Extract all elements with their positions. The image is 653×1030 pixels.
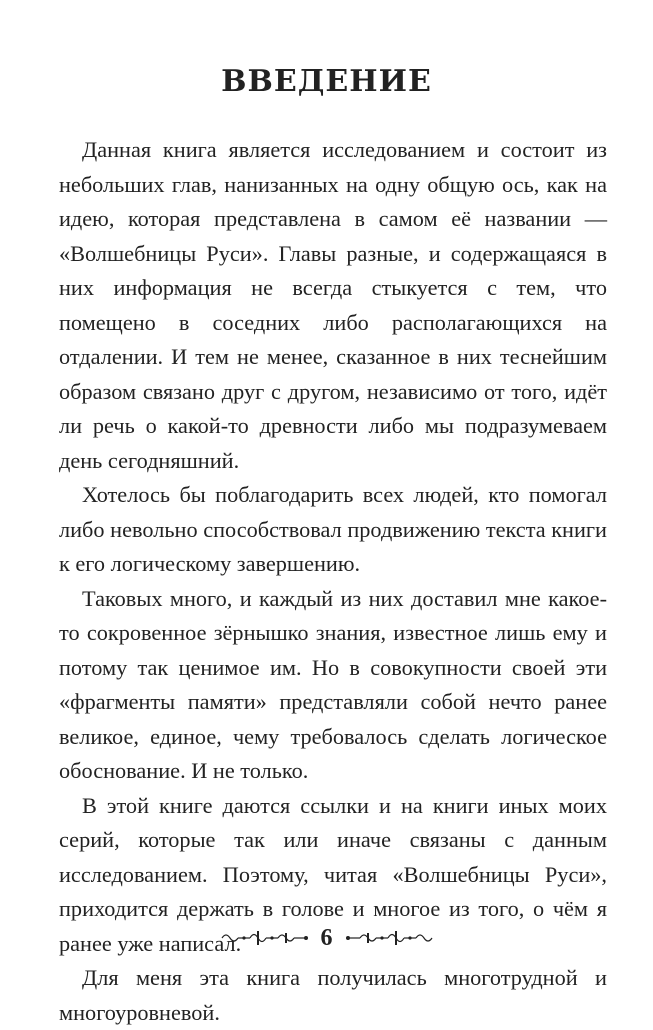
paragraph-4: В этой книге даются ссылки и на книги иных моих серий, которые так или иначе связаны с данным исследованием. Поэтому, читая «Волшебницы Руси», приходится держать в голове и многое из того, о чём я ранее уже написал.: [59, 792, 607, 956]
chapter-title: ВВЕДЕНИЕ: [221, 64, 432, 99]
left-ornament-icon: [220, 927, 310, 949]
page-number: 6: [320, 924, 333, 951]
paragraph-2: Хотелось бы поблагодарить всех людей, кто помогал либо невольно способствовал продвижению текста книги к его логическому завершению.: [59, 482, 607, 576]
right-ornament-icon: [344, 927, 434, 949]
body-text: [59, 133, 607, 1030]
page-footer: [0, 920, 653, 956]
paragraph-3: Таковых много, и каждый из них доставил мне какое-то сокровенное зёрнышко знания, известное лишь ему и потому так ценимое им. Но в совокупности своей эти «фрагменты памяти» представляли собой нечто ранее великое, единое, чему требовалось сделать логическое обоснование. И не только.: [59, 585, 607, 783]
paragraph-1: Данная книга является исследованием и состоит из небольших глав, нанизанных на одну общую ось, как на идею, которая представлена в самом её названии — «Волшебницы Руси». Главы разные, и содержащаяся в них информация не всегда стыкуется с тем, что помещено в соседних либо располагающихся на отдалении. И тем не менее, сказанное в них теснейшим образом связано друг с другом, независимо от того, идёт ли речь о какой-то древности либо мы подразумеваем день сегодняшний.: [59, 137, 607, 473]
paragraph-5: Для меня эта книга получилась многотрудной и многоуровневой.: [59, 965, 607, 1025]
